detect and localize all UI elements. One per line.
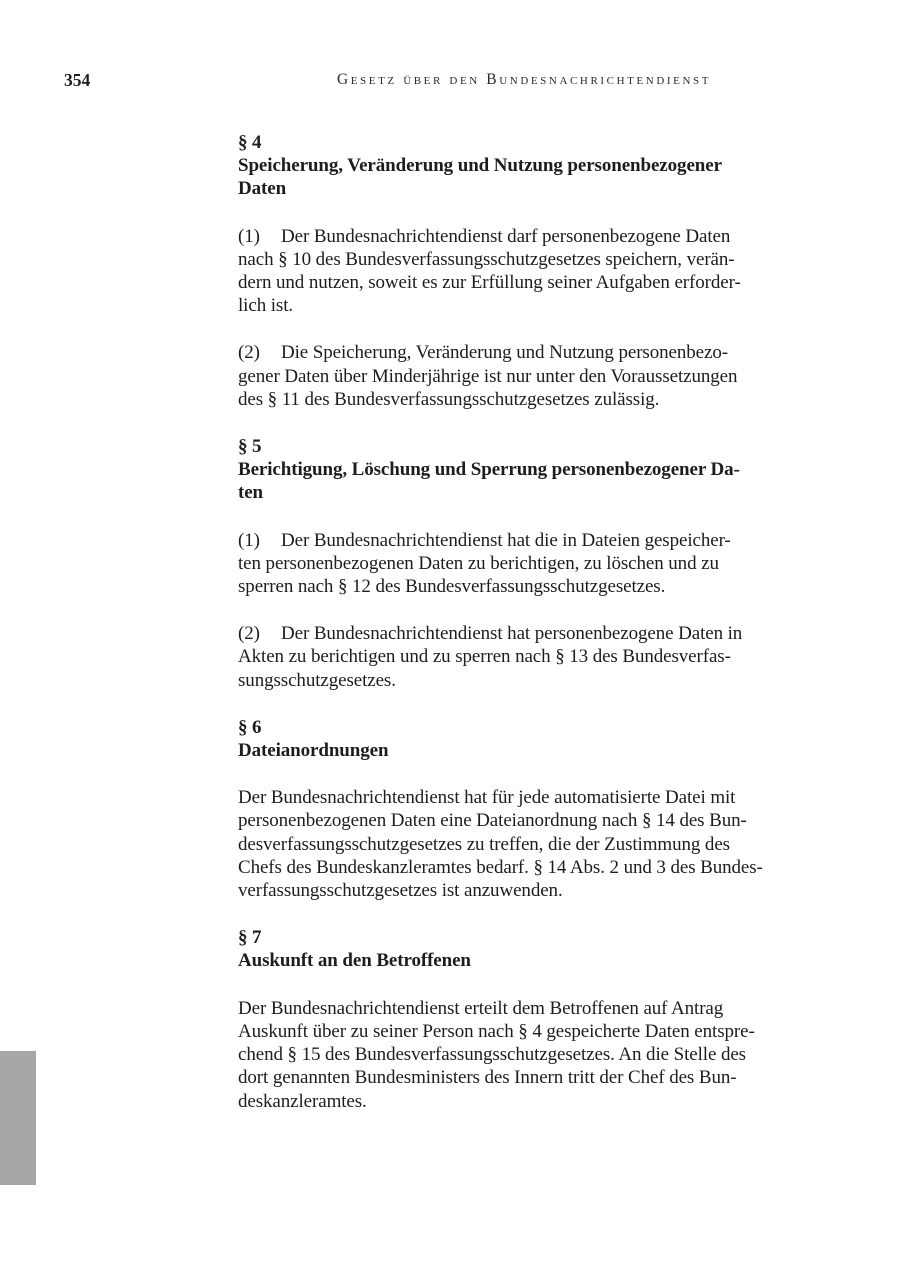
text-line bbox=[238, 529, 818, 552]
paragraph-text: Der Bundesnachrichtendienst hat personenbezogene Daten in bbox=[281, 623, 743, 645]
section-number: § 6 bbox=[238, 716, 262, 738]
paragraph-text: Die Speicherung, Veränderung und Nutzung personenbezo- bbox=[281, 342, 728, 364]
text-line: dern und nutzen, soweit es zur Erfüllung seiner Aufgaben erforder- bbox=[238, 272, 741, 294]
text-line bbox=[238, 225, 818, 248]
page-body bbox=[238, 131, 818, 1113]
law-section bbox=[238, 716, 818, 902]
text-line: Chefs des Bundeskanzleramtes bedarf. § 14 Abs. 2 und 3 des Bundes- bbox=[238, 856, 763, 878]
section-title-line: Dateianordnungen bbox=[238, 740, 389, 762]
section-title-line: Speicherung, Veränderung und Nutzung personenbezogener bbox=[238, 155, 722, 177]
text-line: sperren nach § 12 des Bundesverfassungsschutzgesetzes. bbox=[238, 576, 666, 598]
law-section bbox=[238, 131, 818, 411]
paragraph bbox=[238, 225, 818, 318]
text-line: Der Bundesnachrichtendienst erteilt dem Betroffenen auf Antrag bbox=[238, 997, 724, 1019]
section-title-line: Daten bbox=[238, 178, 287, 200]
section-number: § 4 bbox=[238, 132, 262, 153]
paragraph-marker: (2) bbox=[238, 342, 260, 364]
text-line: nach § 10 des Bundesverfassungsschutzgesetzes speichern, verän- bbox=[238, 248, 735, 270]
paragraph-text: Der Bundesnachrichtendienst hat die in Dateien gespeicher- bbox=[281, 529, 731, 551]
section-title bbox=[238, 458, 818, 504]
paragraph-marker: (2) bbox=[238, 623, 260, 645]
text-line: lich ist. bbox=[238, 295, 294, 317]
text-line: dort genannten Bundesministers des Innern tritt der Chef des Bun- bbox=[238, 1067, 737, 1089]
text-line bbox=[238, 341, 818, 364]
paragraph bbox=[238, 622, 818, 692]
section-title-line: Auskunft an den Betroffenen bbox=[238, 950, 471, 972]
running-header-title: Gesetz über den Bundesnachrichtendienst bbox=[336, 71, 712, 88]
text-line: chend § 15 des Bundesverfassungsschutzgesetzes. An die Stelle des bbox=[238, 1044, 746, 1066]
section-title bbox=[238, 739, 818, 762]
text-line: personenbezogenen Daten eine Dateianordnung nach § 14 des Bun- bbox=[238, 810, 747, 832]
text-line: deskanzleramtes. bbox=[238, 1090, 367, 1112]
scan-artifact-bar bbox=[0, 1051, 36, 1185]
text-line: desverfassungsschutzgesetzes zu treffen, die der Zustimmung des bbox=[238, 833, 730, 855]
paragraph-marker: (1) bbox=[238, 529, 260, 551]
page-number: 354 bbox=[64, 70, 91, 90]
section-title-line: ten bbox=[238, 482, 264, 504]
text-line: Auskunft über zu seiner Person nach § 4 gespeicherte Daten entspre- bbox=[238, 1020, 755, 1042]
text-line: des § 11 des Bundesverfassungsschutzgesetzes zulässig. bbox=[238, 388, 660, 410]
section-title bbox=[238, 949, 818, 972]
section-number: § 5 bbox=[238, 436, 262, 458]
text-line: Der Bundesnachrichtendienst hat für jede automatisierte Datei mit bbox=[238, 787, 736, 809]
law-section bbox=[238, 926, 818, 1112]
paragraph bbox=[238, 786, 818, 902]
section-title bbox=[238, 154, 818, 200]
paragraph-text: Der Bundesnachrichtendienst darf personenbezogene Daten bbox=[281, 225, 731, 247]
text-line: sungsschutzgesetzes. bbox=[238, 669, 396, 691]
section-title-line: Berichtigung, Löschung und Sperrung personenbezogener Da- bbox=[238, 459, 740, 481]
law-section bbox=[238, 435, 818, 692]
paragraph bbox=[238, 341, 818, 411]
text-line: Akten zu berichtigen und zu sperren nach § 13 des Bundesverfas- bbox=[238, 646, 731, 668]
text-line: gener Daten über Minderjährige ist nur unter den Voraussetzungen bbox=[238, 365, 738, 387]
text-line: verfassungsschutzgesetzes ist anzuwenden. bbox=[238, 880, 563, 902]
section-number: § 7 bbox=[238, 927, 262, 949]
paragraph bbox=[238, 529, 818, 599]
text-line: ten personenbezogenen Daten zu berichtigen, zu löschen und zu bbox=[238, 552, 719, 574]
text-line bbox=[238, 622, 818, 645]
paragraph bbox=[238, 997, 818, 1113]
paragraph-marker: (1) bbox=[238, 225, 260, 247]
